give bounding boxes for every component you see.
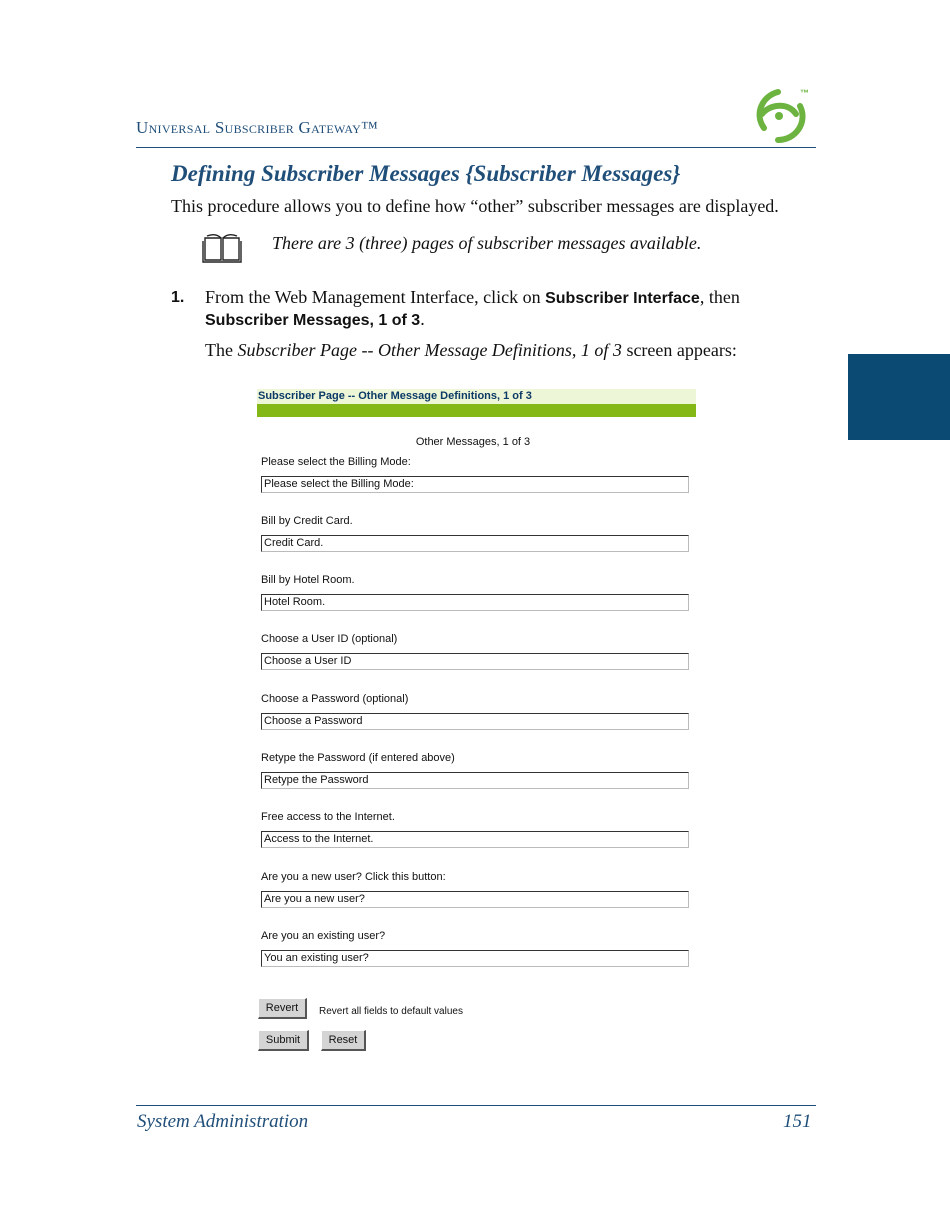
step-text-b: , then [699,287,740,307]
free-access-input[interactable]: Access to the Internet. [261,831,689,848]
intro-paragraph: This procedure allows you to define how “other” subscriber messages are displayed. [171,196,779,216]
book-icon [202,232,242,264]
menu-subscriber-interface: Subscriber Interface [545,290,700,307]
screenshot-subtitle: Other Messages, 1 of 3 [415,436,531,448]
footer-divider [136,1105,816,1106]
password-label: Choose a Password (optional) [261,693,409,705]
step-text [205,287,805,331]
footer-chapter: System Administration [137,1111,309,1132]
appears-b: screen appears: [621,340,737,360]
screen-appears-text [205,340,737,361]
page-number: 151 [783,1111,812,1132]
billing-mode-label: Please select the Billing Mode: [261,456,411,468]
new-user-label: Are you a new user? Click this button: [261,871,446,883]
appears-a: The [205,340,238,360]
existing-user-label: Are you an existing user? [261,930,386,942]
credit-card-label: Bill by Credit Card. [261,515,353,527]
screenshot-title: Subscriber Page -- Other Message Definitions, 1 of 3 [258,390,532,402]
step-text-c: . [420,309,425,329]
revert-note: Revert all fields to default values [319,1006,463,1017]
new-user-input[interactable]: Are you a new user? [261,891,689,908]
hotel-room-input[interactable]: Hotel Room. [261,594,689,611]
existing-user-input[interactable]: You an existing user? [261,950,689,967]
step-text-a: From the Web Management Interface, click on [205,287,546,307]
submit-button[interactable]: Submit [258,1030,309,1051]
revert-button[interactable]: Revert [258,998,307,1019]
user-id-label: Choose a User ID (optional) [261,633,398,645]
retype-password-label: Retype the Password (if entered above) [261,752,455,764]
step-number: 1. [171,289,185,306]
user-id-input[interactable]: Choose a User ID [261,653,689,670]
screenshot-green-band [257,404,696,417]
credit-card-input[interactable]: Credit Card. [261,535,689,552]
swirl-logo-icon [748,84,818,146]
hotel-room-label: Bill by Hotel Room. [261,574,355,586]
header-divider [136,147,816,148]
reset-button[interactable]: Reset [321,1030,366,1051]
section-tab [848,354,950,440]
menu-subscriber-messages: Subscriber Messages, 1 of 3 [205,312,421,329]
appears-screen-name: Subscriber Page -- Other Message Definitions, 1 of 3 [237,340,622,360]
billing-mode-input[interactable]: Please select the Billing Mode: [261,476,689,493]
free-access-label: Free access to the Internet. [261,811,395,823]
header-title: Universal Subscriber Gateway™ [136,118,379,137]
note-text: There are 3 (three) pages of subscriber messages available. [272,233,702,253]
password-input[interactable]: Choose a Password [261,713,689,730]
embedded-screenshot [257,389,697,1059]
logo-trademark: ™ [800,88,809,98]
section-heading: Defining Subscriber Messages {Subscriber Messages} [171,161,681,186]
retype-password-input[interactable]: Retype the Password [261,772,689,789]
screenshot-title-bar [257,389,696,405]
